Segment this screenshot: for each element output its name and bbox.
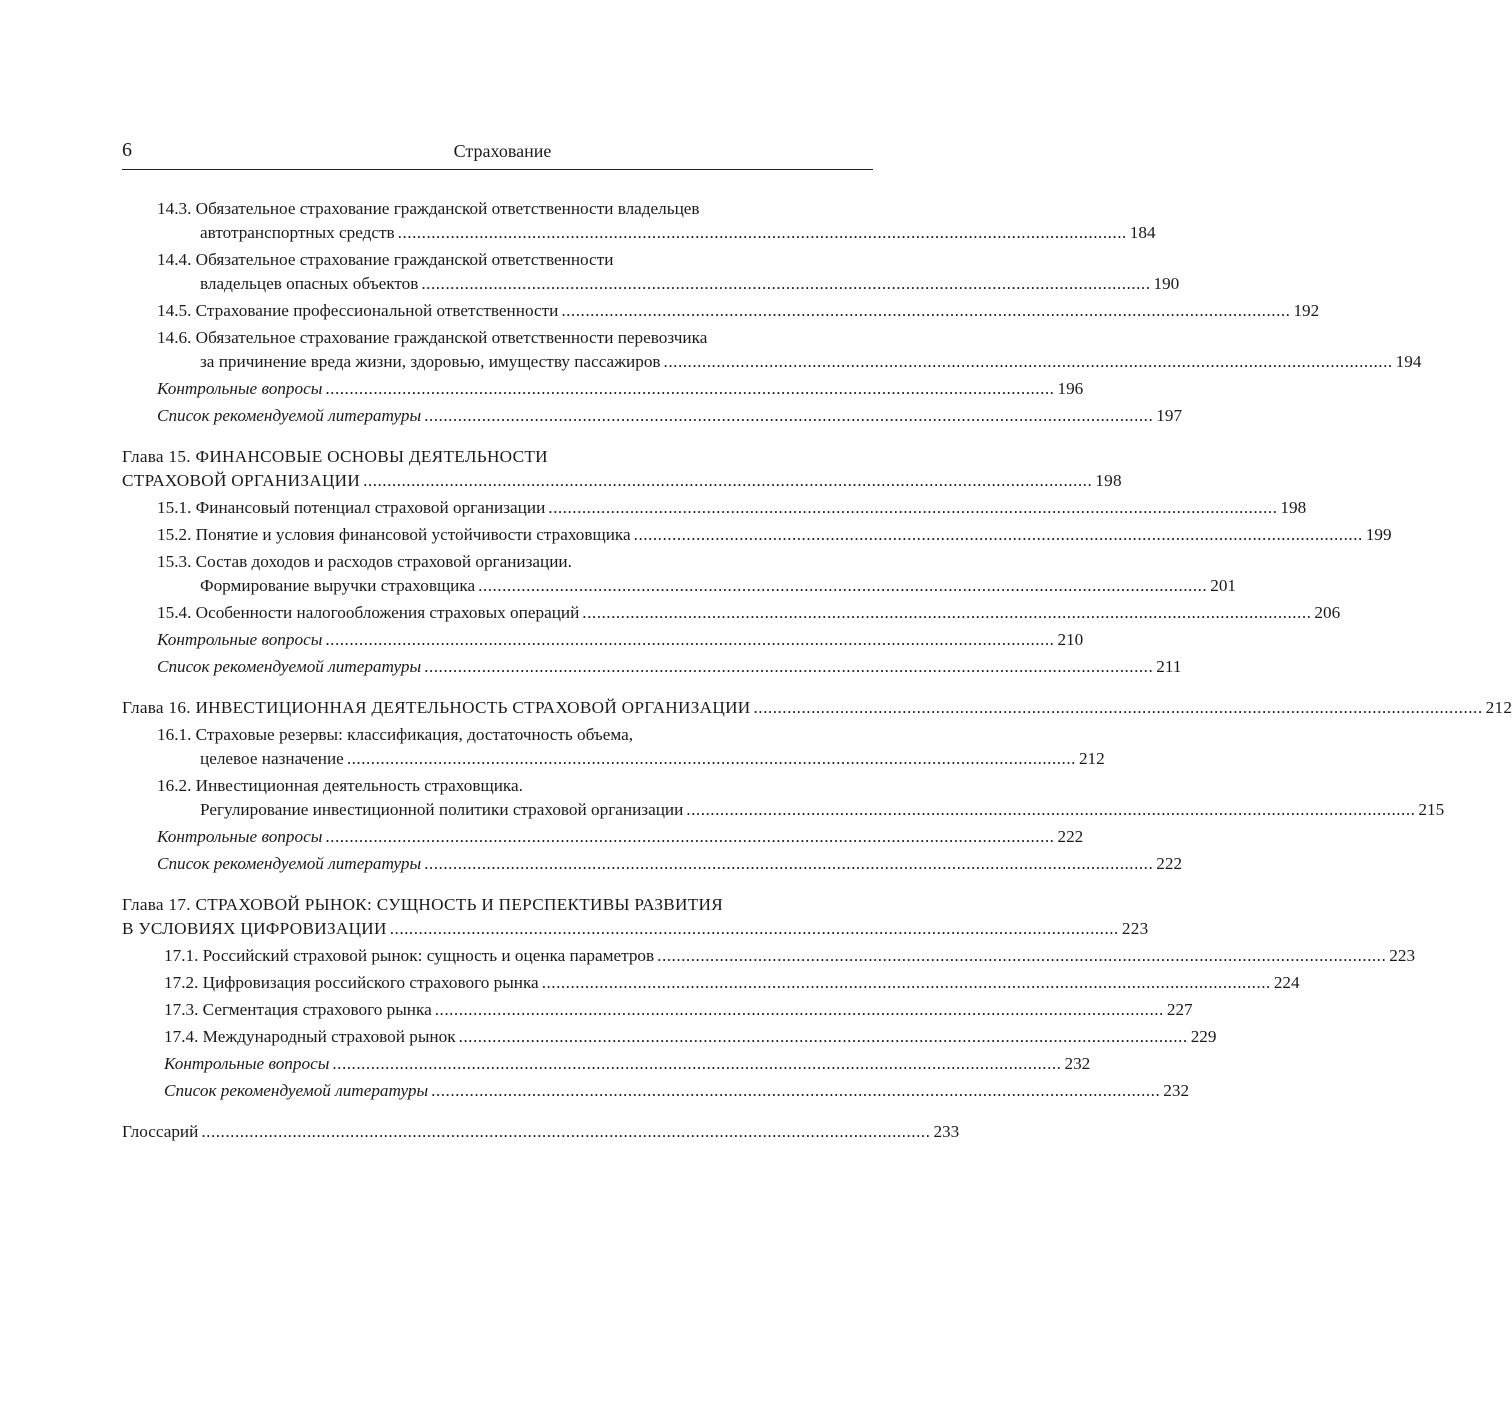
toc-chapter-16[interactable] (122, 696, 1512, 720)
toc-page-number: 232 (1064, 1054, 1091, 1073)
toc-entry-title-cont: автотранспортных средств (200, 223, 395, 242)
toc-entry-title: Список рекомендуемой литературы (157, 854, 422, 873)
toc-entry-title: Список рекомендуемой литературы (157, 406, 422, 425)
toc-entry-14-questions[interactable] (122, 377, 1084, 401)
leader-dots: ........................................................................................................................................................ (478, 576, 1208, 595)
toc-page-number: 197 (1156, 406, 1183, 425)
toc-entry-title: 15.2. Понятие и условия финансовой устойчивости страховщика (157, 525, 631, 544)
toc-entry-17-1[interactable] (122, 944, 1416, 968)
toc-entry-title: Контрольные вопросы (164, 1054, 330, 1073)
toc-page-number: 198 (1280, 498, 1307, 517)
leader-dots: ........................................................................................................................................................ (458, 1027, 1188, 1046)
toc-page-number: 199 (1365, 525, 1392, 544)
toc-page-number: 223 (1389, 946, 1416, 965)
toc-page-number: 227 (1166, 1000, 1193, 1019)
leader-dots: ........................................................................................................................................................ (633, 525, 1363, 544)
leader-dots: ........................................................................................................................................................ (686, 800, 1416, 819)
leader-dots: ........................................................................................................................................................ (431, 1081, 1161, 1100)
leader-dots: ........................................................................................................................................................ (582, 603, 1312, 622)
leader-dots: ........................................................................................................................................................ (325, 630, 1055, 649)
leader-dots: ........................................................................................................................................................ (389, 919, 1119, 938)
leader-dots: ........................................................................................................................................................ (541, 973, 1271, 992)
toc-entry-16-2[interactable] (122, 774, 1445, 822)
toc-entry-14-literature[interactable] (122, 404, 1183, 428)
leader-dots: ........................................................................................................................................................ (548, 498, 1278, 517)
toc-entry-16-1[interactable] (122, 723, 1105, 771)
toc-page-number: 211 (1156, 657, 1182, 676)
table-of-contents (122, 197, 1512, 1144)
toc-chapter-title: Глава 16. ИНВЕСТИЦИОННАЯ ДЕЯТЕЛЬНОСТЬ СТРАХОВОЙ ОРГАНИЗАЦИИ (122, 698, 751, 717)
toc-entry-title-cont: Регулирование инвестиционной политики страховой организации (200, 800, 684, 819)
toc-entry-title-cont: за причинение вреда жизни, здоровью, имуществу пассажиров (200, 352, 661, 371)
toc-chapter-title: Глава 15. ФИНАНСОВЫЕ ОСНОВЫ ДЕЯТЕЛЬНОСТИ (122, 447, 548, 466)
toc-page-number: 184 (1129, 223, 1156, 242)
leader-dots: ........................................................................................................................................................ (657, 946, 1387, 965)
toc-page-number: 198 (1095, 471, 1122, 490)
toc-page-number: 222 (1057, 827, 1084, 846)
toc-entry-15-1[interactable] (122, 496, 1307, 520)
toc-page-number: 223 (1121, 919, 1149, 938)
toc-entry-16-literature[interactable] (122, 852, 1183, 876)
toc-entry-title: 15.3. Состав доходов и расходов страховой организации. (157, 552, 572, 571)
toc-glossary[interactable] (122, 1120, 960, 1144)
toc-entry-title: 16.1. Страховые резервы: классификация, достаточность объема, (157, 725, 634, 744)
toc-chapter-title-cont: СТРАХОВОЙ ОРГАНИЗАЦИИ (122, 471, 361, 490)
leader-dots: ........................................................................................................................................................ (424, 406, 1154, 425)
toc-page-number: 212 (1078, 749, 1105, 768)
toc-entry-15-3[interactable] (122, 550, 1236, 598)
toc-entry-title: Контрольные вопросы (157, 827, 323, 846)
toc-entry-15-questions[interactable] (122, 628, 1084, 652)
toc-entry-title: 17.4. Международный страховой рынок (164, 1027, 456, 1046)
toc-entry-title: Список рекомендуемой литературы (164, 1081, 429, 1100)
toc-entry-17-4[interactable] (122, 1025, 1217, 1049)
toc-entry-title: 14.5. Страхование профессиональной ответственности (157, 301, 559, 320)
toc-chapter-17[interactable] (122, 893, 1149, 941)
page-number: 6 (122, 139, 132, 161)
toc-entry-17-questions[interactable] (122, 1052, 1091, 1076)
toc-entry-title: Глоссарий (122, 1122, 199, 1141)
toc-page-number: 196 (1057, 379, 1084, 398)
toc-entry-title: Список рекомендуемой литературы (157, 657, 422, 676)
toc-chapter-title-cont: В УСЛОВИЯХ ЦИФРОВИЗАЦИИ (122, 919, 387, 938)
leader-dots: ........................................................................................................................................................ (325, 379, 1055, 398)
toc-entry-title: 15.4. Особенности налогообложения страховых операций (157, 603, 580, 622)
leader-dots: ........................................................................................................................................................ (363, 471, 1093, 490)
toc-entry-14-6[interactable] (122, 326, 1422, 374)
toc-page-number: 233 (933, 1122, 960, 1141)
toc-entry-title: Контрольные вопросы (157, 379, 323, 398)
toc-page-number: 232 (1163, 1081, 1190, 1100)
toc-entry-title: 14.3. Обязательное страхование гражданской ответственности владельцев (157, 199, 700, 218)
toc-entry-14-3[interactable] (122, 197, 1156, 245)
toc-entry-15-2[interactable] (122, 523, 1392, 547)
toc-page-number: 190 (1153, 274, 1180, 293)
leader-dots: ........................................................................................................................................................ (424, 657, 1154, 676)
toc-entry-title: 14.4. Обязательное страхование гражданской ответственности (157, 250, 614, 269)
toc-entry-title: 17.1. Российский страховой рынок: сущность и оценка параметров (164, 946, 655, 965)
toc-page-number: 192 (1293, 301, 1320, 320)
toc-page-number: 229 (1190, 1027, 1217, 1046)
toc-page-number: 215 (1418, 800, 1445, 819)
leader-dots: ........................................................................................................................................................ (346, 749, 1076, 768)
toc-entry-14-4[interactable] (122, 248, 1180, 296)
toc-entry-17-2[interactable] (122, 971, 1300, 995)
leader-dots: ........................................................................................................................................................ (663, 352, 1393, 371)
toc-page-number: 222 (1156, 854, 1183, 873)
toc-entry-title-cont: владельцев опасных объектов (200, 274, 419, 293)
leader-dots: ........................................................................................................................................................ (434, 1000, 1164, 1019)
leader-dots: ........................................................................................................................................................ (397, 223, 1127, 242)
running-title: Страхование (453, 141, 552, 161)
toc-entry-title: 17.3. Сегментация страхового рынка (164, 1000, 432, 1019)
toc-chapter-title: Глава 17. СТРАХОВОЙ РЫНОК: СУЩНОСТЬ И ПЕРСПЕКТИВЫ РАЗВИТИЯ (122, 895, 724, 914)
leader-dots: ........................................................................................................................................................ (753, 698, 1483, 717)
toc-entry-title-cont: целевое назначение (200, 749, 344, 768)
leader-dots: ........................................................................................................................................................ (424, 854, 1154, 873)
toc-entry-title: Контрольные вопросы (157, 630, 323, 649)
toc-entry-15-4[interactable] (122, 601, 1341, 625)
toc-entry-title: 16.2. Инвестиционная деятельность страховщика. (157, 776, 523, 795)
toc-entry-title: 17.2. Цифровизация российского страхового рынка (164, 973, 539, 992)
toc-entry-17-literature[interactable] (122, 1079, 1190, 1103)
toc-entry-title-cont: Формирование выручки страховщика (200, 576, 476, 595)
leader-dots: ........................................................................................................................................................ (325, 827, 1055, 846)
leader-dots: ........................................................................................................................................................ (561, 301, 1291, 320)
leader-dots: ........................................................................................................................................................ (421, 274, 1151, 293)
toc-entry-14-5[interactable] (122, 299, 1320, 323)
toc-entry-17-3[interactable] (122, 998, 1193, 1022)
toc-chapter-15[interactable] (122, 445, 1122, 493)
toc-entry-title: 14.6. Обязательное страхование гражданской ответственности перевозчика (157, 328, 708, 347)
toc-page-number: 206 (1314, 603, 1341, 622)
toc-page-number: 210 (1057, 630, 1084, 649)
toc-page-number: 224 (1273, 973, 1300, 992)
toc-entry-15-literature[interactable] (122, 655, 1182, 679)
toc-page-number: 212 (1485, 698, 1512, 717)
leader-dots: ........................................................................................................................................................ (332, 1054, 1062, 1073)
toc-entry-title: 15.1. Финансовый потенциал страховой организации (157, 498, 546, 517)
leader-dots: ........................................................................................................................................................ (201, 1122, 931, 1141)
toc-page-number: 201 (1210, 576, 1236, 595)
header-rule (122, 169, 873, 170)
toc-entry-16-questions[interactable] (122, 825, 1084, 849)
toc-page-number: 194 (1395, 352, 1422, 371)
